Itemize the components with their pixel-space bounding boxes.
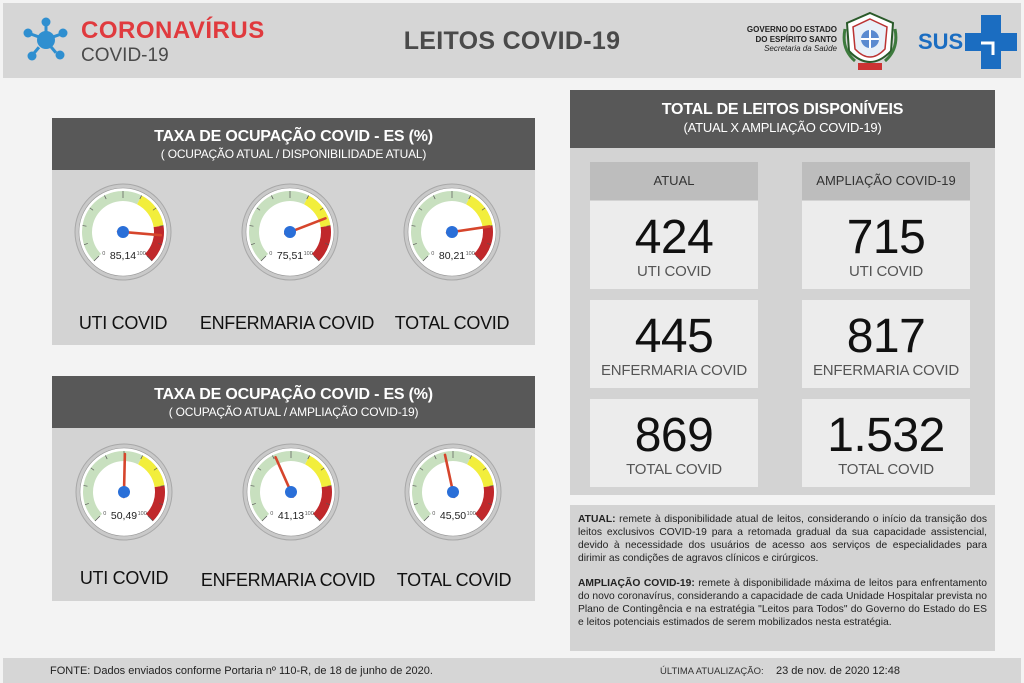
brand-title: CORONAVÍRUS [81, 17, 265, 44]
data-source: FONTE: Dados enviados conforme Portaria nº 110-R, de 18 de junho de 2020. [50, 665, 433, 677]
gauge-label: ENFERMARIA COVID [199, 313, 375, 333]
gauge-min-label: 0 [432, 511, 436, 518]
gauge-hub [118, 486, 130, 498]
gauge-dial [402, 182, 502, 282]
note-term: ATUAL: [578, 514, 616, 525]
gauge-dial [73, 182, 173, 282]
last-updated-value: 23 de nov. de 2020 12:48 [776, 665, 900, 677]
sus-label: SUS [918, 29, 964, 54]
panel-subtitle: ( OCUPAÇÃO ATUAL / DISPONIBILIDADE ATUAL) [160, 147, 427, 161]
bed-card-expansion-total [802, 399, 970, 487]
note-text: remete à disponibilidade atual de leitos, considerando o início da transição dos leitos exclusivos COVID-19 para a retomada gradual da sua capacidade assistencial, devido à necessidade dos usuários de acesso aos serviços de especialidades para dirimir as condições de agravos clínicos e cirúrgicos. [578, 514, 987, 564]
bed-card-current-uti [590, 201, 758, 289]
bed-count: 424 [634, 211, 714, 264]
gauge-enfermaria-current [240, 182, 340, 282]
last-updated-label: ÚLTIMA ATUALIZAÇÃO: [660, 666, 764, 677]
gauge-min-label: 0 [103, 511, 107, 518]
expansion-column-header: AMPLIAÇÃO COVID-19 [802, 162, 970, 200]
gauge-label: TOTAL COVID [396, 570, 512, 590]
brand-subtitle: COVID-19 [81, 45, 169, 66]
occupancy-current-panel [52, 118, 535, 345]
bed-card-expansion-uti [802, 201, 970, 289]
gauge-hub [285, 486, 297, 498]
note-term: AMPLIAÇÃO COVID-19: [578, 578, 695, 589]
bed-card-current-total [590, 399, 758, 487]
note-text: remete à disponibilidade máxima de leitos para enfrentamento do novo coronavírus, considerando a capacidade de cada Unidade Hospitalar prevista no Plano de Contingência e na estratégia "Leitos para Todos" do Governo do Estado do ES e leitos potenciais estimados de serem mobilizados nesta estratégia. [578, 578, 987, 628]
gauge-dial [241, 442, 341, 542]
gov-line-1: GOVERNO DO ESTADO [746, 25, 837, 34]
total-beds-title-bar [570, 90, 995, 148]
gauge-label: TOTAL COVID [394, 313, 510, 333]
panel-title: TAXA DE OCUPAÇÃO COVID - ES (%) [154, 128, 433, 145]
occupancy-expansion-panel [52, 376, 535, 601]
gauge-value: 45,50 [439, 510, 467, 522]
gauge-enfermaria-expansion [241, 442, 341, 542]
gauge-max-label: 100 [304, 511, 314, 518]
state-crest-icon [841, 9, 899, 75]
gauge-max-label: 100 [137, 511, 147, 518]
gov-line-2: DO ESPÍRITO SANTO [755, 34, 837, 44]
gauge-label: ENFERMARIA COVID [200, 570, 376, 590]
gauge-hub [117, 226, 129, 238]
gauge-uti-expansion [74, 442, 174, 542]
panel-subtitle: ( OCUPAÇÃO ATUAL / AMPLIAÇÃO COVID-19) [168, 405, 419, 419]
gauge-label: UTI COVID [79, 568, 169, 588]
gauge-max-label: 100 [136, 251, 146, 258]
panel-subtitle: (ATUAL X AMPLIAÇÃO COVID-19) [683, 120, 882, 135]
note-ampliacao [578, 577, 987, 629]
panel-title: TOTAL DE LEITOS DISPONÍVEIS [661, 101, 904, 118]
occupancy-expansion-title-bar [52, 376, 535, 428]
gauge-uti-current [73, 182, 173, 282]
definitions-notes [570, 505, 995, 651]
footer-bar [3, 658, 1021, 683]
gauge-max-label: 100 [466, 511, 476, 518]
gauge-hub [447, 486, 459, 498]
government-label [747, 25, 837, 54]
gauge-value: 85,14 [109, 250, 137, 262]
header-bar [3, 3, 1021, 78]
bed-type-label: TOTAL COVID [838, 461, 934, 478]
bed-count: 869 [634, 409, 714, 462]
total-beds-panel [570, 90, 995, 495]
gauge-value: 50,49 [110, 510, 138, 522]
bed-type-label: ENFERMARIA COVID [813, 362, 959, 379]
gauge-value: 75,51 [276, 250, 304, 262]
gauge-value: 80,21 [438, 250, 466, 262]
panel-title: TAXA DE OCUPAÇÃO COVID - ES (%) [154, 386, 433, 403]
gauge-hub [446, 226, 458, 238]
gauge-hub [284, 226, 296, 238]
gauge-min-label: 0 [269, 251, 273, 258]
bed-type-label: ENFERMARIA COVID [601, 362, 747, 379]
page-title: LEITOS COVID-19 [403, 27, 621, 55]
gauge-total-expansion [403, 442, 503, 542]
bed-type-label: UTI COVID [848, 263, 924, 280]
gauge-min-label: 0 [102, 251, 106, 258]
bed-type-label: TOTAL COVID [626, 461, 722, 478]
note-atual [578, 513, 987, 565]
gauge-dial [240, 182, 340, 282]
gauge-dial [74, 442, 174, 542]
gauge-min-label: 0 [270, 511, 274, 518]
gauge-min-label: 0 [431, 251, 435, 258]
bed-type-label: UTI COVID [636, 263, 712, 280]
sus-cross-icon [963, 13, 1019, 71]
gauge-label: UTI COVID [78, 313, 168, 333]
gov-line-3: Secretaria da Saúde [764, 44, 837, 53]
gauge-max-label: 100 [465, 251, 475, 258]
gauge-max-label: 100 [303, 251, 313, 258]
bed-card-expansion-enfermaria [802, 300, 970, 388]
bed-count: 715 [846, 211, 926, 264]
bed-count: 1.532 [827, 409, 945, 462]
bed-card-current-enfermaria [590, 300, 758, 388]
gauge-total-current [402, 182, 502, 282]
gauge-dial [403, 442, 503, 542]
bed-count: 445 [634, 310, 714, 363]
current-column-header: ATUAL [590, 162, 758, 200]
gauge-value: 41,13 [277, 510, 305, 522]
bed-count: 817 [846, 310, 926, 363]
occupancy-current-title-bar [52, 118, 535, 170]
